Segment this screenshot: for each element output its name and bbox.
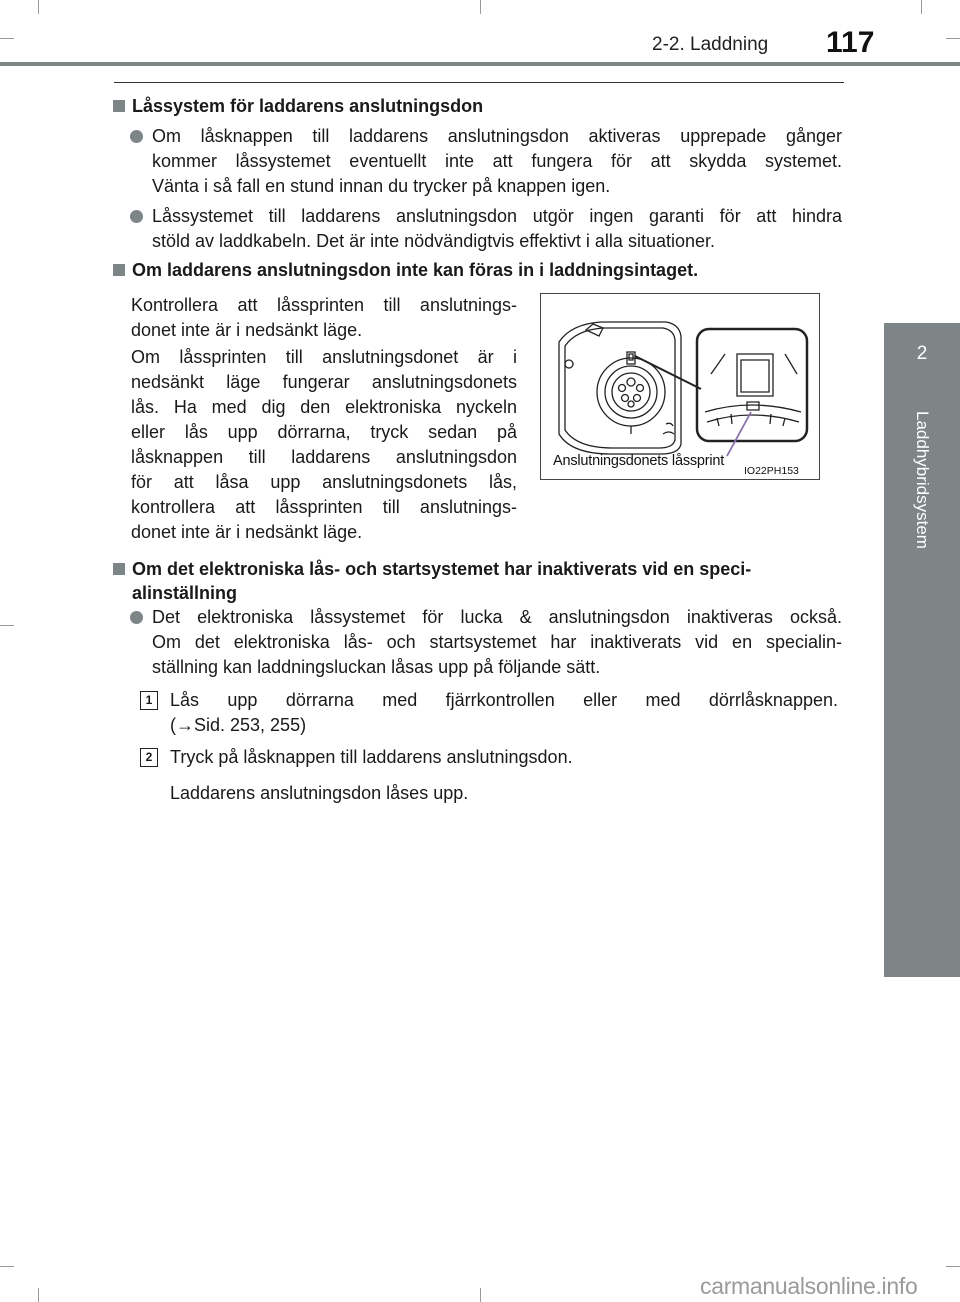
bullet-paragraph [152,605,842,680]
heading-text: Låssystem för laddarens anslutningsdon [132,96,484,116]
text-line: Låssystemet till laddarens anslutningsdon utgör ingen garanti för att hindra [152,206,842,226]
square-bullet-icon [113,100,125,112]
heading-text: Om laddarens anslutningsdon inte kan föras in i laddningsintaget. [132,260,699,280]
paragraph [131,345,517,545]
crop-mark [921,0,922,14]
crop-mark [0,38,14,39]
section-heading-lock-system [113,94,843,118]
circle-bullet-icon [130,611,143,624]
crop-mark [480,0,481,14]
step-number-badge: 2 [140,748,158,767]
crop-mark [480,1288,481,1302]
charging-port-illustration [540,293,820,480]
step-text: Tryck på låsknappen till laddarens anslutningsdon. [170,747,573,767]
text-line: eller lås upp dörrarna, tryck sedan på [131,422,517,442]
text-line: Vänta i så fall en stund innan du trycker på knappen igen. [152,176,611,196]
text-line: (→Sid. 253, 255) [170,715,307,735]
bullet-paragraph [152,124,842,199]
text-line: lås. Ha med dig den elektroniska nyckeln [131,397,517,417]
figure-callout-label: Anslutningsdonets låssprint [553,453,725,469]
section-title: 2-2. Laddning [652,34,769,55]
watermark: carmanualsonline.info [700,1273,918,1299]
text-line: kommer låssystemet eventuellt inte att fungera för att skydda systemet. [152,151,842,171]
text-line: Om det elektroniska lås- och startsystemet har inaktiverats vid en specialin- [152,632,842,652]
chapter-tab [884,323,960,389]
crop-mark [946,38,960,39]
text-line: ställning kan laddningsluckan låsas upp på följande sätt. [152,657,601,677]
crop-mark [38,1288,39,1302]
page-number: 117 [826,26,875,59]
text-line: för att låsa upp anslutningsdonets lås, [131,472,517,492]
square-bullet-icon [113,264,125,276]
chapter-label: Laddhybridsystem [913,411,932,549]
step-number-badge: 1 [140,691,158,710]
text-line: Lås upp dörrarna med fjärrkontrollen eller med dörrlåsknappen. [170,690,838,710]
paragraph [131,293,517,343]
figure-code: IO22PH153 [744,465,799,477]
text-line: Kontrollera att låssprinten till anslutnings- [131,295,517,315]
step-note: Laddarens anslutningsdon låses upp. [170,783,469,803]
circle-bullet-icon [130,130,143,143]
text-line: Om låssprinten till anslutningsdonet är i [131,347,517,367]
charging-port-drawing [541,294,819,479]
section-heading-electronic-lock [113,557,843,605]
chapter-number: 2 [916,343,928,364]
circle-bullet-icon [130,210,143,223]
content-rule [114,82,844,83]
text-line: donet inte är i nedsänkt läge. [131,320,363,340]
text-line: Det elektroniska låssystemet för lucka & anslutningsdon inaktiveras också. [152,607,842,627]
crop-mark [946,1266,960,1267]
text-line: Om låsknappen till laddarens anslutningsdon aktiveras upprepade gånger [152,126,842,146]
text-line: donet inte är i nedsänkt läge. [131,522,363,542]
crop-mark [0,625,14,626]
crop-mark [38,0,39,14]
text-line: nedsänkt läge fungerar anslutningsdonets [131,372,517,392]
square-bullet-icon [113,563,125,575]
heading-text: Om det elektroniska lås- och startsystemet har inaktiverats vid en speci- [132,559,752,579]
step-paragraph [170,688,838,738]
text-line: kontrollera att låssprinten till anslutnings- [131,497,517,517]
bullet-paragraph [152,204,842,254]
section-heading-connector-insert [113,258,843,282]
header-rule [0,62,960,66]
text-line: låsknappen till laddarens anslutningsdon [131,447,517,467]
crop-mark [0,1266,14,1267]
heading-text: alinställning [132,583,238,603]
text-line: stöld av laddkabeln. Det är inte nödvändigtvis effektivt i alla situationer. [152,231,716,251]
